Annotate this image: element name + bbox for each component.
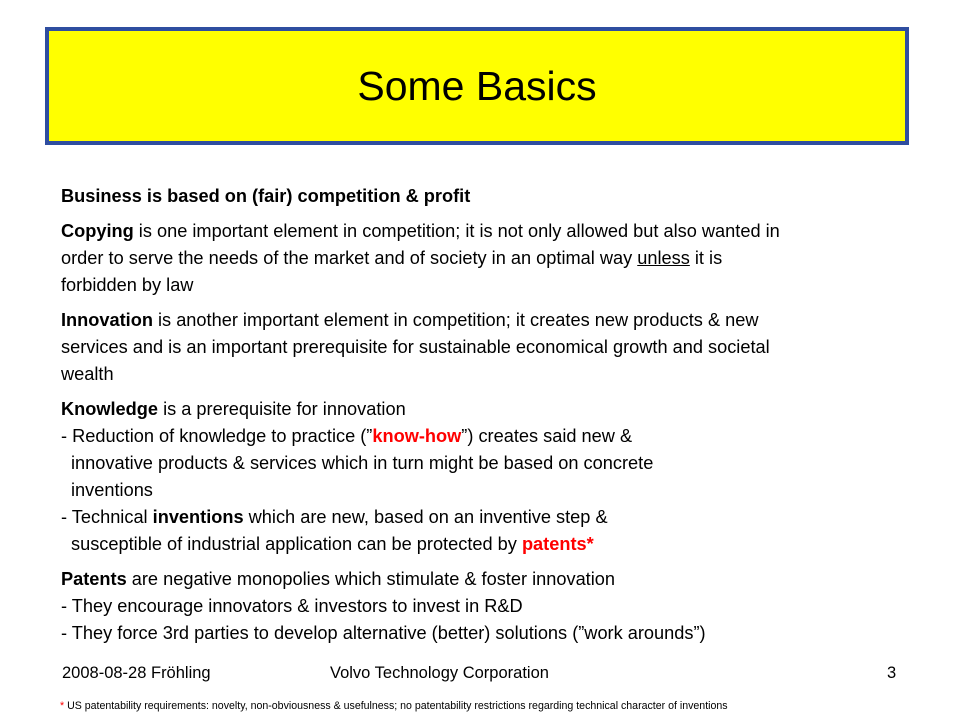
knowledge-line-1 — [61, 396, 911, 423]
innovation-term: Innovation — [61, 310, 153, 330]
knowhow-line-3 — [61, 477, 911, 504]
patents-term: patents* — [521, 534, 594, 554]
knowhow-text-2: innovative products & services which in turn might be based on concrete — [71, 453, 654, 473]
knowhow-term: know-how — [372, 426, 462, 446]
copying-term: Copying — [61, 221, 134, 241]
knowhow-pre: - Reduction of knowledge to practice (” — [61, 426, 373, 446]
copying-text-3: it is — [689, 248, 723, 268]
patents-bullet-2: - They force 3rd parties to develop alternative (better) solutions (”work arounds”) — [61, 623, 706, 643]
knowhow-bullet — [61, 423, 911, 450]
slide-title: Some Basics — [357, 62, 597, 109]
slide-body — [61, 183, 911, 655]
innovation-text: is another important element in competition; it creates new products & new — [152, 310, 759, 330]
knowhow-text-3: inventions — [71, 480, 153, 500]
innovation-line-2: services and is an important prerequisite for sustainable economical growth and societal — [61, 337, 770, 357]
copying-line-3: forbidden by law — [61, 275, 194, 295]
title-banner — [45, 27, 909, 145]
knowledge-term: Knowledge — [61, 399, 159, 419]
paragraph-copying — [61, 218, 911, 299]
inventions-bullet — [61, 504, 911, 531]
inventions-post: which are new, based on an inventive step & — [243, 507, 608, 527]
inventions-line-2 — [61, 531, 911, 558]
footnote — [60, 700, 728, 712]
copying-text-2: order to serve the needs of the market and of society in an optimal way — [61, 248, 638, 268]
knowhow-line-2 — [61, 450, 911, 477]
inventions-text-2: susceptible of industrial application can be protected by — [71, 534, 522, 554]
footer-organization: Volvo Technology Corporation — [330, 664, 549, 682]
copying-line-2 — [61, 245, 911, 272]
paragraph-knowledge — [61, 396, 911, 558]
knowledge-text: is a prerequisite for innovation — [158, 399, 406, 419]
copying-text: is one important element in competition; it is not only allowed but also wanted in — [133, 221, 780, 241]
innovation-line-1 — [61, 307, 911, 334]
paragraph-business — [61, 183, 911, 210]
innovation-line-3: wealth — [61, 364, 114, 384]
unless-underlined: unless — [637, 248, 690, 268]
inventions-pre: - Technical — [61, 507, 153, 527]
patents-line-1 — [61, 566, 911, 593]
footnote-marker: * — [60, 700, 65, 712]
inventions-term: inventions — [152, 507, 244, 527]
patents-bullet-1: - They encourage innovators & investors to invest in R&D — [61, 596, 523, 616]
footnote-text: US patentability requirements: novelty, non-obviousness & usefulness; no patentability restrictions regarding technical character of inventions — [64, 700, 728, 712]
footer-date-author: 2008-08-28 Fröhling — [62, 664, 211, 682]
copying-line-1 — [61, 218, 911, 245]
paragraph-patents — [61, 566, 911, 647]
paragraph-innovation — [61, 307, 911, 388]
patents-heading-term: Patents — [61, 569, 127, 589]
knowhow-post: ”) creates said new & — [461, 426, 633, 446]
patents-text: are negative monopolies which stimulate & foster innovation — [126, 569, 616, 589]
business-line: Business is based on (fair) competition & profit — [61, 186, 471, 206]
footer-page-number: 3 — [887, 664, 897, 682]
